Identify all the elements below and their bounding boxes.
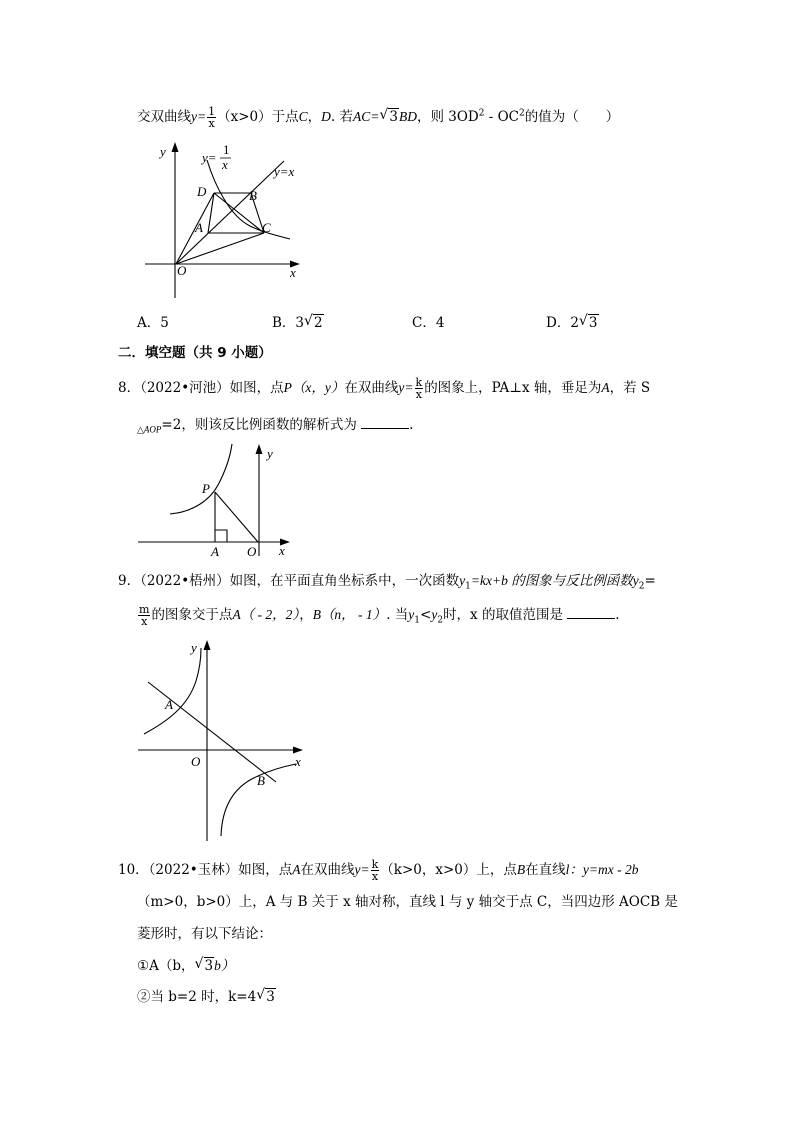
q10-point-a: A xyxy=(292,862,301,877)
q10-text-c: （k>0，x>0）上，点 xyxy=(380,862,517,878)
q9-label-B: B xyxy=(257,773,265,788)
q8-text-b: 在双曲线 xyxy=(344,380,399,396)
q10-frac-den: x xyxy=(371,870,379,883)
q8-stem-line1 xyxy=(118,377,650,400)
q9-y2-sub: 2 xyxy=(638,581,645,592)
q7-text-e: 的值为（ ） xyxy=(524,109,620,125)
q9-cond-y1-sub: 1 xyxy=(414,615,421,626)
q10-text-d: 在直线 xyxy=(525,862,566,878)
q7-domain: （x>0） xyxy=(217,109,272,125)
q8-period: . xyxy=(409,417,414,433)
q8-point-p: P（x，y） xyxy=(283,380,345,395)
q9-point-a: A（ - 2，2） xyxy=(232,607,300,622)
q8-label-O: O xyxy=(247,544,257,559)
q7-option-d[interactable] xyxy=(546,311,599,331)
q7-frac-num: 1 xyxy=(208,105,216,118)
q10-conclusion-2 xyxy=(137,988,276,1006)
q8-eq-lhs: y= xyxy=(398,380,414,395)
q9-cond-y2-sub: 2 xyxy=(437,615,444,626)
q7-option-d-value: 2 xyxy=(570,315,579,331)
q10-stem-line2: （m>0，b>0）上，A 与 B 关于 x 轴对称，直线 l 与 y 轴交于点 C，当四边形 AOCB 是 xyxy=(137,894,678,910)
q7-text-b: 于点 xyxy=(271,109,299,125)
q9-x-arrow xyxy=(293,747,303,754)
q7-eq-lhs: y= xyxy=(191,109,207,124)
q7-option-b-sqrt: √ 2 xyxy=(304,313,323,331)
q9-answer-blank[interactable] xyxy=(567,606,615,619)
q10-stem-line1 xyxy=(118,859,638,882)
q8-area-subscript: △AOP xyxy=(137,424,162,435)
q9-text-a: 9．（2022•梧州）如图，在平面直角坐标系中，一次函数 xyxy=(118,573,460,589)
q8-text-d: ，若 S xyxy=(609,380,651,396)
q7-label-curve-lhs: y= xyxy=(202,150,217,165)
q9-fraction xyxy=(138,604,150,627)
q7-label-A: A xyxy=(195,220,203,235)
q9-stem-line1 xyxy=(118,572,656,590)
q7-sup1: 2 xyxy=(478,108,485,119)
q9-point-b: B（n， - 1） xyxy=(312,607,387,622)
q9-y1-sub: 1 xyxy=(465,581,471,592)
q9-frac-den: x xyxy=(141,615,148,628)
q7-label-line: y=x xyxy=(274,164,295,179)
q8-label-P: P xyxy=(202,481,210,496)
q7-seg-oc xyxy=(176,233,264,264)
q7-option-d-radicand: 3 xyxy=(588,315,598,331)
q9-lt: < xyxy=(420,607,432,623)
q10-conclusion-1 xyxy=(137,957,234,975)
q9-text-d: . 当 xyxy=(386,607,409,623)
q8-right-angle xyxy=(215,530,227,542)
q8-answer-blank[interactable] xyxy=(361,416,409,429)
q7-label-B: B xyxy=(249,188,257,203)
q7-bd: BD xyxy=(398,109,417,124)
q8-text-a: 8．（2022•河池）如图，点 xyxy=(118,380,284,396)
q9-figure xyxy=(138,636,313,846)
q8-text-e: =2，则该反比例函数的解析式为 xyxy=(161,417,357,433)
q8-y-arrow xyxy=(256,444,263,454)
q8-point-a: A xyxy=(601,380,610,395)
q9-label-y: y xyxy=(191,640,197,655)
q7-text: 交双曲线 xyxy=(137,109,191,125)
q7-option-b[interactable] xyxy=(272,311,324,331)
q7-option-b-value: 3 xyxy=(295,315,305,331)
q8-frac-den: x xyxy=(415,388,422,401)
q8-hyperbola xyxy=(170,444,232,514)
q7-sup2: 2 xyxy=(519,108,525,119)
q9-eq: = xyxy=(644,573,656,589)
q9-text-b: =kx+b 的图象与反比例函数 xyxy=(470,573,633,588)
q7-y-arrow xyxy=(172,142,179,152)
q7-text-d: ，则 3OD xyxy=(416,109,479,125)
q9-text-e: 时，x 的取值范围是 xyxy=(443,607,563,623)
q10-point-b: B xyxy=(516,862,526,877)
q9-y1: y xyxy=(459,573,466,588)
q7-label-curve-num: 1 xyxy=(223,142,230,157)
q9-label-A: A xyxy=(165,697,173,712)
q7-sqrt3-value: 3 xyxy=(389,109,398,125)
q7-option-b-radicand: 2 xyxy=(314,315,323,331)
q10-item2-sqrt: √ 3 xyxy=(256,987,275,1005)
q7-frac-den: x xyxy=(208,117,215,130)
q7-text-c: . 若 xyxy=(330,109,353,125)
q7-fraction xyxy=(207,106,216,129)
q7-sqrt3: √ 3 xyxy=(379,107,398,125)
q10-item1-end: b） xyxy=(214,958,235,973)
q7-label-y: y xyxy=(160,144,166,159)
q10-text-a: 10．（2022•玉林）如图，点 xyxy=(118,862,293,878)
q7-figure xyxy=(140,138,310,303)
q7-option-a[interactable] xyxy=(137,311,169,331)
q7-ac: AC= xyxy=(352,109,380,124)
q8-label-y: y xyxy=(267,446,273,461)
q7-option-c[interactable] xyxy=(412,311,444,331)
q10-stem-line3: 菱形时，有以下结论： xyxy=(137,926,272,942)
q9-label-O: O xyxy=(191,754,201,769)
q10-eq-lhs: y= xyxy=(354,862,370,877)
q7-option-a-letter: A． xyxy=(137,315,161,331)
q8-frac-num: k xyxy=(415,376,423,389)
q9-cond-y1: y xyxy=(408,607,415,622)
q7-point-c: C xyxy=(298,109,308,124)
q8-label-x: x xyxy=(279,543,285,558)
q7-label-D: D xyxy=(197,184,207,199)
q9-sep: ， xyxy=(299,607,313,623)
q8-fraction xyxy=(415,377,424,400)
q7-line-y-eq-x xyxy=(176,161,284,264)
q7-stem-line xyxy=(137,106,619,129)
q9-period: . xyxy=(615,607,620,623)
q9-y-arrow xyxy=(204,640,211,650)
q7-option-d-letter: D． xyxy=(546,315,571,331)
q10-text-b: 在双曲线 xyxy=(300,862,355,878)
q7-label-C: C xyxy=(262,220,271,235)
q7-option-a-value: 5 xyxy=(160,315,169,331)
q7-option-c-letter: C． xyxy=(412,315,436,331)
q10-item1-text: ①A（b， xyxy=(137,958,195,974)
q9-hyperbola-upper xyxy=(144,648,201,734)
q9-stem-line2 xyxy=(137,604,620,627)
q7-sep: ， xyxy=(307,109,322,125)
q7-label-curve-den: x xyxy=(222,157,228,172)
q7-label-x: x xyxy=(290,265,296,280)
q8-figure xyxy=(138,440,298,560)
q8-text-c: 的图象上，PA⊥x 轴，垂足为 xyxy=(424,380,602,396)
q7-option-c-value: 4 xyxy=(435,315,445,331)
q8-stem-line2 xyxy=(137,416,413,434)
q7-point-d: D xyxy=(321,109,331,124)
q9-cond-y2: y xyxy=(431,607,438,622)
q8-seg-po xyxy=(215,492,258,542)
q8-label-A: A xyxy=(211,544,219,559)
q10-item2-radicand: 3 xyxy=(266,989,275,1005)
q7-minus-oc: - OC xyxy=(484,109,520,125)
q10-item1-radicand: 3 xyxy=(204,958,214,974)
q10-item2-text: ②当 b=2 时，k=4 xyxy=(137,989,257,1005)
q10-line-l: l：y=mx - 2b xyxy=(565,862,639,877)
q7-option-d-sqrt: √ 3 xyxy=(578,313,598,331)
section-heading: 二．填空题（共 9 小题） xyxy=(118,345,272,361)
q9-frac-num: m xyxy=(139,603,150,616)
q9-text-c: 的图象交于点 xyxy=(151,607,233,623)
q7-option-b-letter: B． xyxy=(272,315,296,331)
q9-y2: y xyxy=(632,573,639,588)
q7-label-O: O xyxy=(177,263,187,278)
q10-fraction xyxy=(371,859,380,882)
q9-label-x: x xyxy=(295,754,301,769)
q10-frac-num: k xyxy=(371,858,379,871)
q10-item1-sqrt: √ 3 xyxy=(194,956,214,974)
